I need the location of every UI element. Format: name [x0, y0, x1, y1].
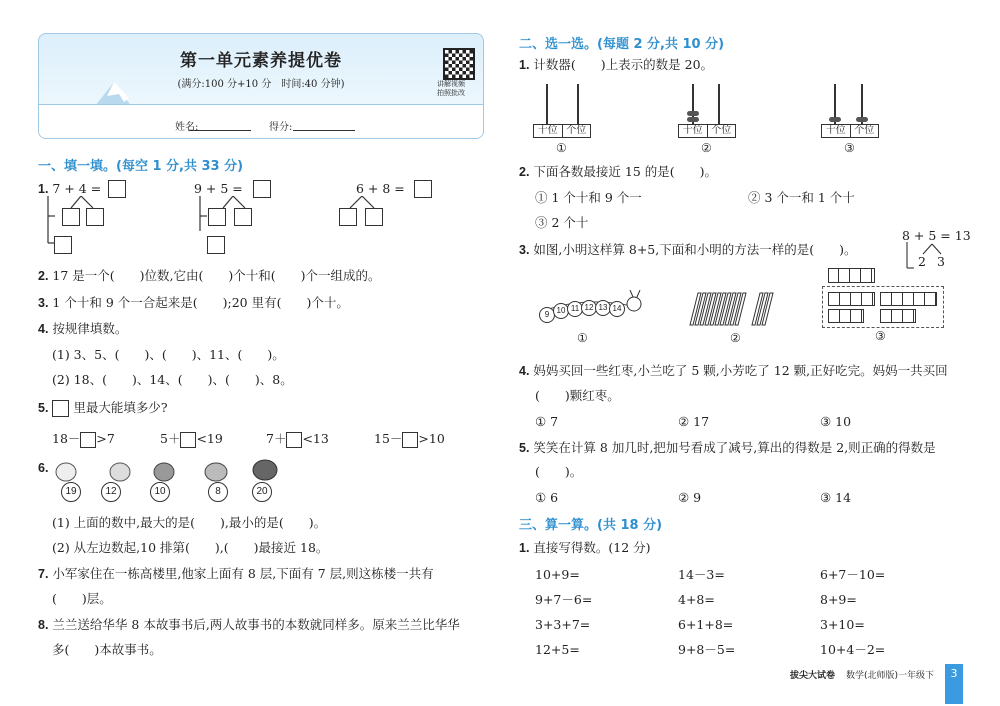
- animal-number: 10: [150, 482, 170, 502]
- answer-box[interactable]: [207, 236, 225, 254]
- page-title: 第一单元素养提优卷: [180, 51, 342, 71]
- answer-box[interactable]: [180, 432, 196, 448]
- question-text: ( )层。: [52, 591, 112, 606]
- answer-box[interactable]: [402, 432, 418, 448]
- answer-box[interactable]: [54, 236, 72, 254]
- question-text: 17 是一个( )位数,它由( )个十和( )个一组成的。: [52, 268, 381, 283]
- inequality-part: <13: [302, 431, 329, 446]
- answer-box[interactable]: [62, 208, 80, 226]
- answer-box[interactable]: [414, 180, 432, 198]
- sticks-illustration: [680, 290, 792, 330]
- answer-box[interactable]: [339, 208, 357, 226]
- calc-item[interactable]: 9+7－6=: [535, 592, 593, 607]
- answer-box[interactable]: [365, 208, 383, 226]
- answer-box[interactable]: [86, 208, 104, 226]
- question-text: 下面各数最接近 15 的是( )。: [533, 164, 718, 179]
- option[interactable]: ③ 10: [820, 414, 852, 429]
- abacus-bead: [829, 117, 841, 122]
- box-symbol: [52, 400, 69, 417]
- page-number: 3: [945, 664, 963, 704]
- question-number: 2.: [519, 165, 530, 179]
- split-diagram: [904, 242, 954, 270]
- question-number: 7.: [38, 567, 49, 581]
- name-field[interactable]: [189, 130, 251, 131]
- section-heading-calc: 三、算一算。(共 18 分): [519, 518, 663, 533]
- abacus-base: 十位 个位: [533, 124, 591, 138]
- option-label[interactable]: ③: [844, 141, 855, 155]
- equation: 7 + 4 =: [52, 181, 102, 196]
- footer-subject: 数学(北师版)一年级下: [846, 671, 935, 681]
- option[interactable]: ① 7: [535, 414, 559, 429]
- animal-number: 19: [61, 482, 81, 502]
- question-number: 1.: [38, 182, 49, 196]
- question-text: 妈妈买回一些红枣,小兰吃了 5 颗,小芳吃了 12 颗,正好吃完。妈妈一共买回: [533, 363, 948, 378]
- option[interactable]: ② 17: [678, 414, 710, 429]
- inequality-part: >7: [96, 431, 115, 446]
- question-number: 1.: [519, 58, 530, 72]
- animal-number: 20: [252, 482, 272, 502]
- calc-item[interactable]: 6+7－10=: [820, 567, 886, 582]
- cube-row: [880, 292, 937, 306]
- equation: 8 + 5 = 13: [902, 228, 971, 243]
- abacus-rod: [577, 84, 579, 124]
- abacus-rod: [718, 84, 720, 124]
- question-text: 直接写得数。(12 分): [533, 540, 651, 555]
- abacus-bead: [856, 117, 868, 122]
- qr-caption: 讲解视频: [437, 80, 465, 88]
- question-number: 3.: [519, 243, 530, 257]
- sub-question: (1) 3、5、( )、( )、11、( )。: [52, 347, 285, 362]
- score-field[interactable]: [293, 130, 355, 131]
- caterpillar-number: 10: [553, 303, 569, 319]
- question-number: 6.: [38, 461, 49, 475]
- exam-header: [38, 33, 484, 139]
- option-label[interactable]: ①: [556, 141, 567, 155]
- cube-row: [880, 309, 916, 323]
- calc-item[interactable]: 6+1+8=: [678, 617, 734, 632]
- option-label[interactable]: ③: [875, 329, 886, 343]
- question-text: 计数器( )上表示的数是 20。: [533, 57, 714, 72]
- question-text: 多( )本故事书。: [52, 642, 162, 657]
- question-text: 1 个十和 9 个一合起来是( );20 里有( )个十。: [52, 295, 349, 310]
- equation: 9 + 5 =: [194, 181, 243, 196]
- section-heading-choice: 二、选一选。(每题 2 分,共 10 分): [519, 37, 725, 52]
- inequality-part: 5＋: [160, 431, 181, 446]
- qr-caption: 拍照批改: [437, 89, 465, 97]
- question-number: 2.: [38, 269, 49, 283]
- question-text: 笑笑在计算 8 加几时,把加号看成了减号,算出的得数是 2,则正确的得数是: [533, 440, 936, 455]
- inequality-part: 18－: [52, 431, 81, 446]
- question-number: 1.: [519, 541, 530, 555]
- abacus-bead: [687, 117, 699, 122]
- sub-question: (2) 18、( )、14、( )、( )、8。: [52, 372, 293, 387]
- sub-question: (2) 从左边数起,10 排第( ),( )最接近 18。: [52, 540, 329, 555]
- animal-illustrations: [52, 458, 312, 490]
- option[interactable]: ③ 2 个十: [535, 215, 589, 230]
- calc-item[interactable]: 3+10=: [820, 617, 865, 632]
- footer-brand: 拔尖大试卷: [790, 671, 836, 681]
- name-label: 姓名:: [175, 122, 199, 133]
- calc-item[interactable]: 14－3=: [678, 567, 725, 582]
- question-text: ( )颗红枣。: [535, 388, 620, 403]
- calc-item[interactable]: 8+9=: [820, 592, 857, 607]
- answer-box[interactable]: [286, 432, 302, 448]
- question-text: 如图,小明这样算 8+5,下面和小明的方法一样的是( )。: [533, 242, 857, 257]
- equation: 6 + 8 =: [356, 181, 405, 196]
- cube-row: [828, 292, 875, 306]
- calc-item[interactable]: 9+8－5=: [678, 642, 736, 657]
- animal-number: 8: [208, 482, 228, 502]
- score-label: 得分:: [269, 122, 293, 133]
- question-number: 5.: [38, 401, 49, 415]
- caterpillar-number: 9: [539, 307, 555, 323]
- option[interactable]: ① 1 个十和 9 个一: [535, 190, 642, 205]
- calc-item[interactable]: 10+4－2=: [820, 642, 886, 657]
- option[interactable]: ② 9: [678, 490, 702, 505]
- question-text: ( )。: [535, 464, 583, 479]
- inequality-part: >10: [418, 431, 445, 446]
- calc-item[interactable]: 10+9=: [535, 567, 580, 582]
- answer-box[interactable]: [80, 432, 96, 448]
- sub-question: (1) 上面的数中,最大的是( ),最小的是( )。: [52, 515, 327, 530]
- option-label[interactable]: ②: [701, 141, 712, 155]
- qr-code[interactable]: [443, 48, 475, 80]
- calc-item[interactable]: 12+5=: [535, 642, 580, 657]
- abacus-base: 十位 个位: [821, 124, 879, 138]
- cube-row: [828, 268, 875, 283]
- inequality-part: 15－: [374, 431, 403, 446]
- cube-row: [828, 309, 864, 323]
- section-heading-fill: 一、填一填。(每空 1 分,共 33 分): [38, 159, 244, 174]
- option-label[interactable]: ①: [577, 331, 588, 345]
- question-number: 3.: [38, 296, 49, 310]
- abacus-bead: [687, 111, 699, 116]
- caterpillar-number: 12: [581, 300, 597, 316]
- option[interactable]: ② 3 个一和 1 个十: [748, 190, 855, 205]
- split-value: 2: [918, 254, 926, 269]
- split-value: 3: [937, 254, 945, 269]
- question-number: 8.: [38, 618, 49, 632]
- question-number: 4.: [519, 364, 530, 378]
- option-label[interactable]: ②: [730, 331, 741, 345]
- question-text: 小军家住在一栋高楼里,他家上面有 8 层,下面有 7 层,则这栋楼一共有: [52, 566, 434, 581]
- animal-number: 12: [101, 482, 121, 502]
- answer-box[interactable]: [234, 208, 252, 226]
- abacus-rod: [546, 84, 548, 124]
- answer-box[interactable]: [208, 208, 226, 226]
- option[interactable]: ③ 14: [820, 490, 852, 505]
- inequality-part: <19: [196, 431, 223, 446]
- option[interactable]: ① 6: [535, 490, 559, 505]
- question-number: 5.: [519, 441, 530, 455]
- exam-info: (满分:100 分+10 分 时间:40 分钟): [177, 79, 345, 90]
- question-number: 4.: [38, 322, 49, 336]
- inequality-part: 7＋: [266, 431, 287, 446]
- abacus-base: 十位 个位: [678, 124, 736, 138]
- question-text: 里最大能填多少?: [73, 400, 168, 415]
- calc-item[interactable]: 3+3+7=: [535, 617, 591, 632]
- caterpillar-number: 14: [609, 301, 625, 317]
- caterpillar-number: 13: [595, 300, 611, 316]
- calc-item[interactable]: 4+8=: [678, 592, 715, 607]
- caterpillar-number: 11: [567, 301, 583, 317]
- question-text: 兰兰送给华华 8 本故事书后,两人故事书的本数就同样多。原来兰兰比华华: [52, 617, 460, 632]
- question-text: 按规律填数。: [52, 321, 128, 336]
